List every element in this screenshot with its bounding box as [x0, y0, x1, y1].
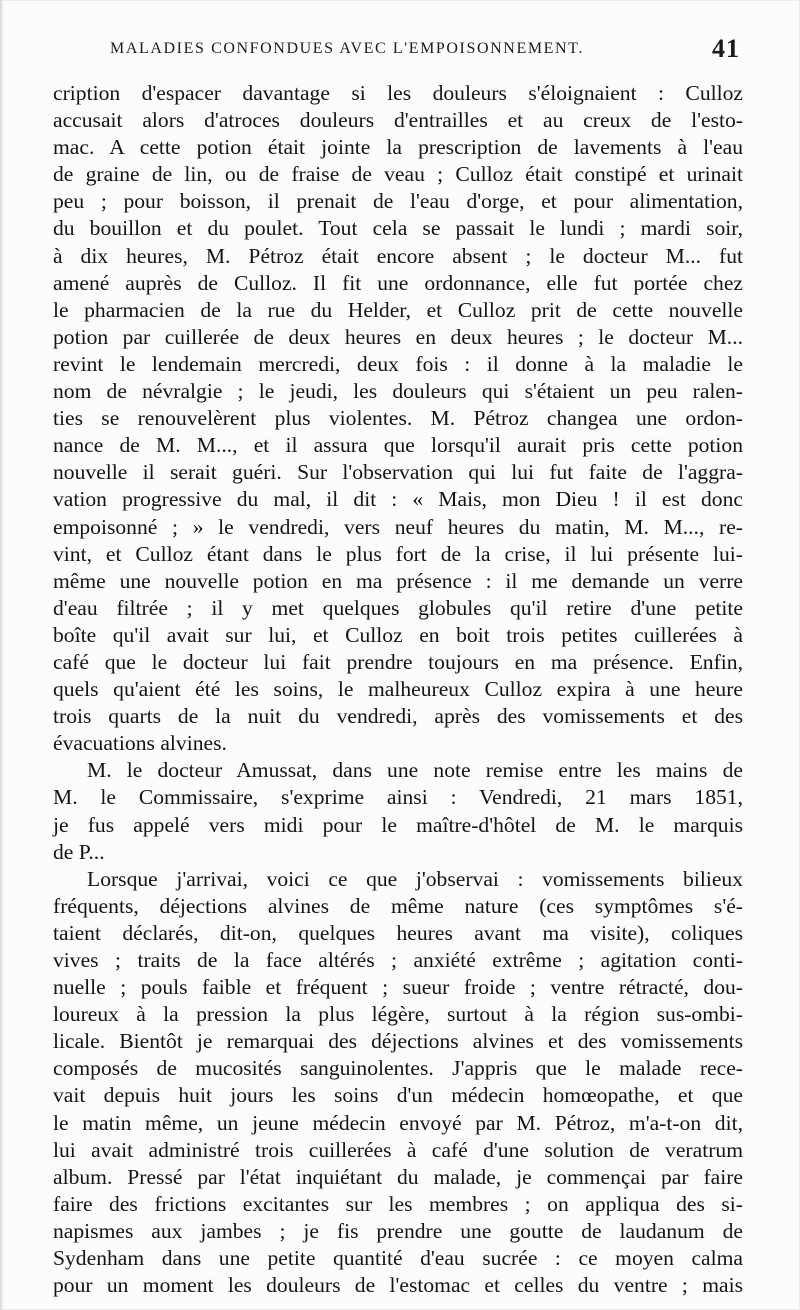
paragraph	[53, 757, 743, 865]
text-line: revint le lendemain mercredi, deux fois : il donne à la maladie le	[53, 351, 743, 376]
page-number: 41	[712, 34, 740, 63]
text-line: nouvelle il serait guéri. Sur l'observation qui lui fut faite de l'aggra-	[53, 460, 743, 485]
text-line: pour un moment les douleurs de l'estomac et celles du ventre ; mais	[53, 1273, 743, 1298]
text-line: lui avait administré trois cuillerées à café d'une solution de veratrum	[53, 1137, 743, 1162]
text-line: même une nouvelle potion en ma présence : il me demande un verre	[53, 568, 743, 593]
text-line: empoisonné ; » le vendredi, vers neuf heures du matin, M. M..., re-	[53, 514, 743, 539]
text-line: le pharmacien de la rue du Helder, et Culloz prit de cette nouvelle	[53, 297, 743, 322]
text-line: M. le Commissaire, s'exprime ainsi : Vendredi, 21 mars 1851,	[53, 785, 743, 810]
text-line: le matin même, un jeune médecin envoyé par M. Pétroz, m'a-t-on dit,	[53, 1110, 743, 1135]
paragraph	[53, 866, 743, 1300]
text-line: peu ; pour boisson, il prenait de l'eau d'orge, et pour alimentation,	[53, 189, 743, 214]
text-line: vait depuis huit jours les soins d'un médecin homœopathe, et que	[53, 1083, 743, 1108]
text-line: de P...	[53, 839, 105, 864]
text-line: M. le docteur Amussat, dans une note remise entre les mains de	[87, 758, 743, 783]
running-title: MALADIES CONFONDUES AVEC L'EMPOISONNEMENT.	[110, 40, 584, 57]
text-line: nuelle ; pouls faible et fréquent ; sueur froide ; ventre rétracté, dou-	[53, 975, 743, 1000]
text-line: taient déclarés, dit-on, quelques heures avant ma visite), coliques	[53, 920, 743, 945]
text-line: de graine de lin, ou de fraise de veau ; Culloz était constipé et urinait	[53, 162, 743, 187]
text-line: vint, et Culloz étant dans le plus fort de la crise, il lui présente lui-	[53, 541, 743, 566]
text-line: trois quarts de la nuit du vendredi, après des vomissements et des	[53, 704, 743, 729]
text-line: nance de M. M..., et il assura que lorsqu'il aurait pris cette potion	[53, 433, 743, 458]
text-line: quels qu'aient été les soins, le malheureux Culloz expira à une heure	[53, 677, 743, 702]
text-line: napismes aux jambes ; je fis prendre une goutte de laudanum de	[53, 1218, 743, 1243]
text-line: je fus appelé vers midi pour le maître-d'hôtel de M. le marquis	[53, 812, 743, 837]
text-line: d'eau filtrée ; il y met quelques globules qu'il retire d'une petite	[53, 595, 743, 620]
text-line: café que le docteur lui fait prendre toujours en ma présence. Enfin,	[53, 649, 743, 674]
text-line: Sydenham dans une petite quantité d'eau sucrée : ce moyen calma	[53, 1246, 743, 1271]
text-line: licale. Bientôt je remarquai des déjections alvines et des vomissements	[53, 1029, 743, 1054]
paragraph	[53, 80, 743, 757]
text-line: cription d'espacer davantage si les douleurs s'éloignaient : Culloz	[53, 81, 743, 105]
text-line: potion par cuillerée de deux heures en deux heures ; le docteur M...	[53, 324, 743, 349]
text-line: boîte qu'il avait sur lui, et Culloz en boit trois petites cuillerées à	[53, 622, 743, 647]
text-line: vives ; traits de la face altérés ; anxiété extrême ; agitation conti-	[53, 948, 743, 972]
text-line: accusait alors d'atroces douleurs d'entrailles et au creux de l'esto-	[53, 108, 743, 133]
text-line: amené auprès de Culloz. Il fit une ordonnance, elle fut portée chez	[53, 270, 743, 295]
text-line: évacuations alvines.	[53, 731, 227, 756]
text-line: fréquents, déjections alvines de même nature (ces symptômes s'é-	[53, 893, 743, 918]
text-line: vation progressive du mal, il dit : « Mais, mon Dieu ! il est donc	[53, 487, 743, 512]
text-line: à dix heures, M. Pétroz était encore absent ; le docteur M... fut	[53, 243, 743, 268]
text-line: du bouillon et du poulet. Tout cela se passait le lundi ; mardi soir,	[53, 216, 743, 241]
page-edge-shadow	[0, 0, 4, 1310]
page-header	[110, 36, 740, 66]
text-line: composés de mucosités sanguinolentes. J'appris que le malade rece-	[53, 1056, 743, 1081]
text-line: faire des frictions excitantes sur les membres ; on appliqua des si-	[53, 1191, 743, 1216]
text-line: loureux à la pression la plus légère, surtout à la région sus-ombi-	[53, 1002, 743, 1027]
text-line: Lorsque j'arrivai, voici ce que j'observai : vomissements bilieux	[87, 866, 743, 891]
text-line: ties se renouvelèrent plus violentes. M. Pétroz changea une ordon-	[53, 406, 743, 431]
text-line: mac. A cette potion était jointe la prescription de lavements à l'eau	[53, 135, 743, 160]
text-line: album. Pressé par l'état inquiétant du malade, je commençai par faire	[53, 1164, 743, 1189]
text-line: nom de névralgie ; le jeudi, les douleurs qui s'étaient un peu ralen-	[53, 379, 743, 404]
body-text	[53, 80, 743, 1299]
